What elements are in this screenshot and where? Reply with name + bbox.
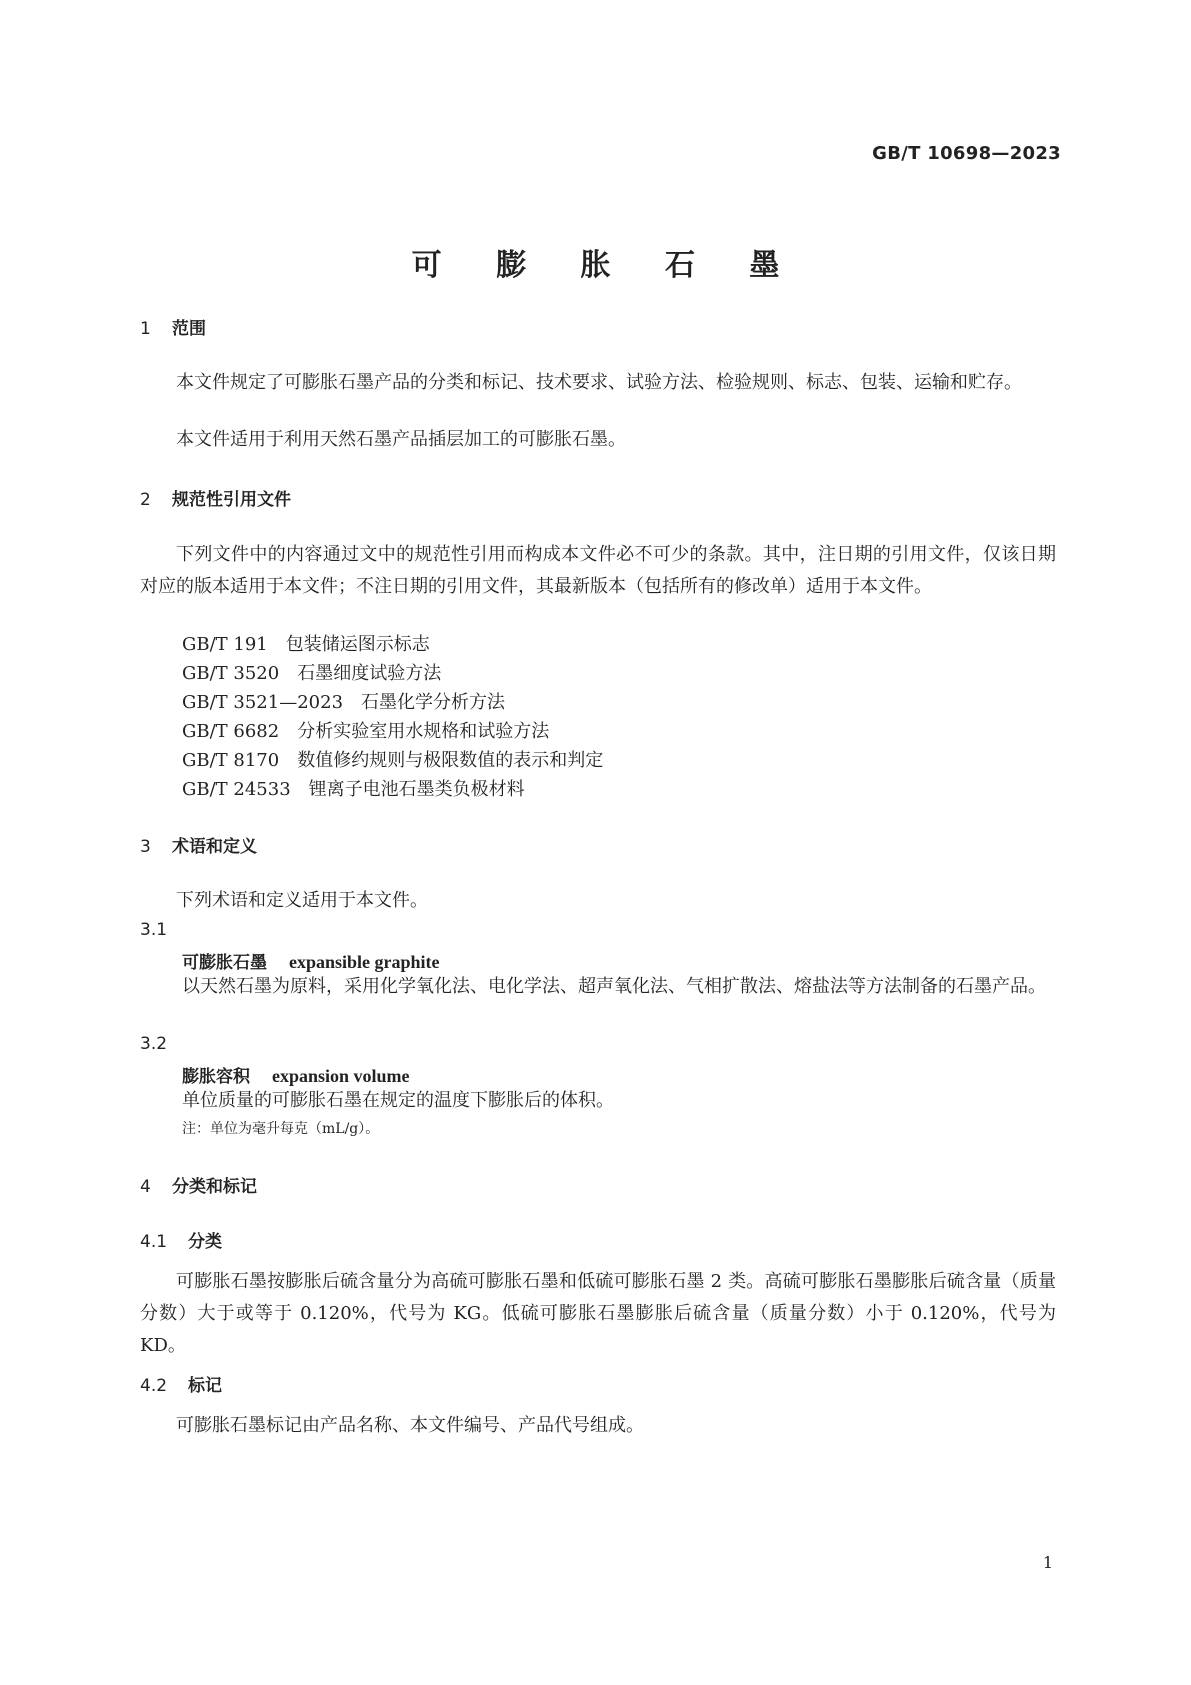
section-title: 术语和定义 <box>172 837 257 857</box>
section-number: 4 <box>140 1177 151 1197</box>
term-heading <box>182 948 440 973</box>
section-4-heading <box>140 1172 257 1197</box>
subsection-title: 分类 <box>188 1232 222 1252</box>
reference-code: GB/T 24533 <box>182 779 291 800</box>
term-number: 3.1 <box>140 920 168 940</box>
section-1-heading <box>140 314 206 339</box>
section-number: 1 <box>140 319 151 339</box>
section-1-paragraph-1: 本文件规定了可膨胀石墨产品的分类和标记、技术要求、试验方法、检验规则、标志、包装、运输和贮存。 <box>176 372 1022 393</box>
section-2-paragraph-1: 下列文件中的内容通过文中的规范性引用而构成本文件必不可少的条款。其中，注日期的引用文件，仅该日期对应的版本适用于本文件；不注日期的引用文件，其最新版本（包括所有的修改单）适用于本文件。 <box>140 544 1056 597</box>
reference-name: 分析实验室用水规格和试验方法 <box>297 721 550 742</box>
section-title: 范围 <box>172 319 206 339</box>
document-title: 可 膨 胀 石 墨 <box>411 248 802 283</box>
subsection-number: 4.2 <box>140 1376 168 1396</box>
term-definition: 单位质量的可膨胀石墨在规定的温度下膨胀后的体积。 <box>182 1090 614 1111</box>
reference-code: GB/T 3521—2023 <box>182 692 344 713</box>
section-number: 2 <box>140 490 151 510</box>
section-1-paragraph-2: 本文件适用于利用天然石墨产品插层加工的可膨胀石墨。 <box>176 429 626 450</box>
term-number: 3.2 <box>140 1034 168 1054</box>
term-definition: 以天然石墨为原料，采用化学氧化法、电化学法、超声氧化法、气相扩散法、熔盐法等方法制备的石墨产品。 <box>182 976 1046 997</box>
subsection-title: 标记 <box>188 1376 222 1396</box>
reference-name: 数值修约规则与极限数值的表示和判定 <box>297 750 604 771</box>
reference-item <box>182 688 505 714</box>
section-number: 3 <box>140 837 151 857</box>
subsection-4-2-paragraph: 可膨胀石墨标记由产品名称、本文件编号、产品代号组成。 <box>176 1415 644 1436</box>
term-chinese: 可膨胀石墨 <box>182 953 267 973</box>
subsection-4-1-paragraph: 可膨胀石墨按膨胀后硫含量分为高硫可膨胀石墨和低硫可膨胀石墨 2 类。高硫可膨胀石墨膨胀后硫含量（质量分数）大于或等于 0.120%，代号为 KG。低硫可膨胀石墨膨胀后硫含量（质量分数）小于 0.120%，代号为 KD。 <box>140 1271 1056 1356</box>
standard-code: GB/T 10698—2023 <box>872 143 1061 164</box>
section-title: 规范性引用文件 <box>172 490 291 510</box>
subsection-4-1-heading <box>140 1227 222 1252</box>
reference-name: 包装储运图示标志 <box>285 634 430 655</box>
reference-item <box>182 717 549 743</box>
section-2-heading <box>140 485 291 510</box>
page-number: 1 <box>1042 1553 1053 1572</box>
reference-code: GB/T 3520 <box>182 663 280 684</box>
section-3-paragraph-1: 下列术语和定义适用于本文件。 <box>176 890 428 911</box>
section-3-heading <box>140 832 257 857</box>
reference-name: 锂离子电池石墨类负极材料 <box>308 779 525 800</box>
reference-item <box>182 775 525 801</box>
subsection-4-2-heading <box>140 1371 222 1396</box>
reference-code: GB/T 8170 <box>182 750 280 771</box>
section-title: 分类和标记 <box>172 1177 257 1197</box>
reference-item <box>182 659 441 685</box>
reference-item <box>182 746 603 772</box>
term-english: expansible graphite <box>289 952 440 972</box>
reference-code: GB/T 6682 <box>182 721 280 742</box>
reference-code: GB/T 191 <box>182 634 268 655</box>
term-chinese: 膨胀容积 <box>182 1067 250 1087</box>
reference-name: 石墨化学分析方法 <box>361 692 506 713</box>
subsection-number: 4.1 <box>140 1232 168 1252</box>
reference-item <box>182 630 430 656</box>
term-english: expansion volume <box>272 1066 410 1086</box>
term-heading <box>182 1062 410 1087</box>
term-note: 注：单位为毫升每克（mL/g）。 <box>182 1121 380 1137</box>
reference-name: 石墨细度试验方法 <box>297 663 442 684</box>
